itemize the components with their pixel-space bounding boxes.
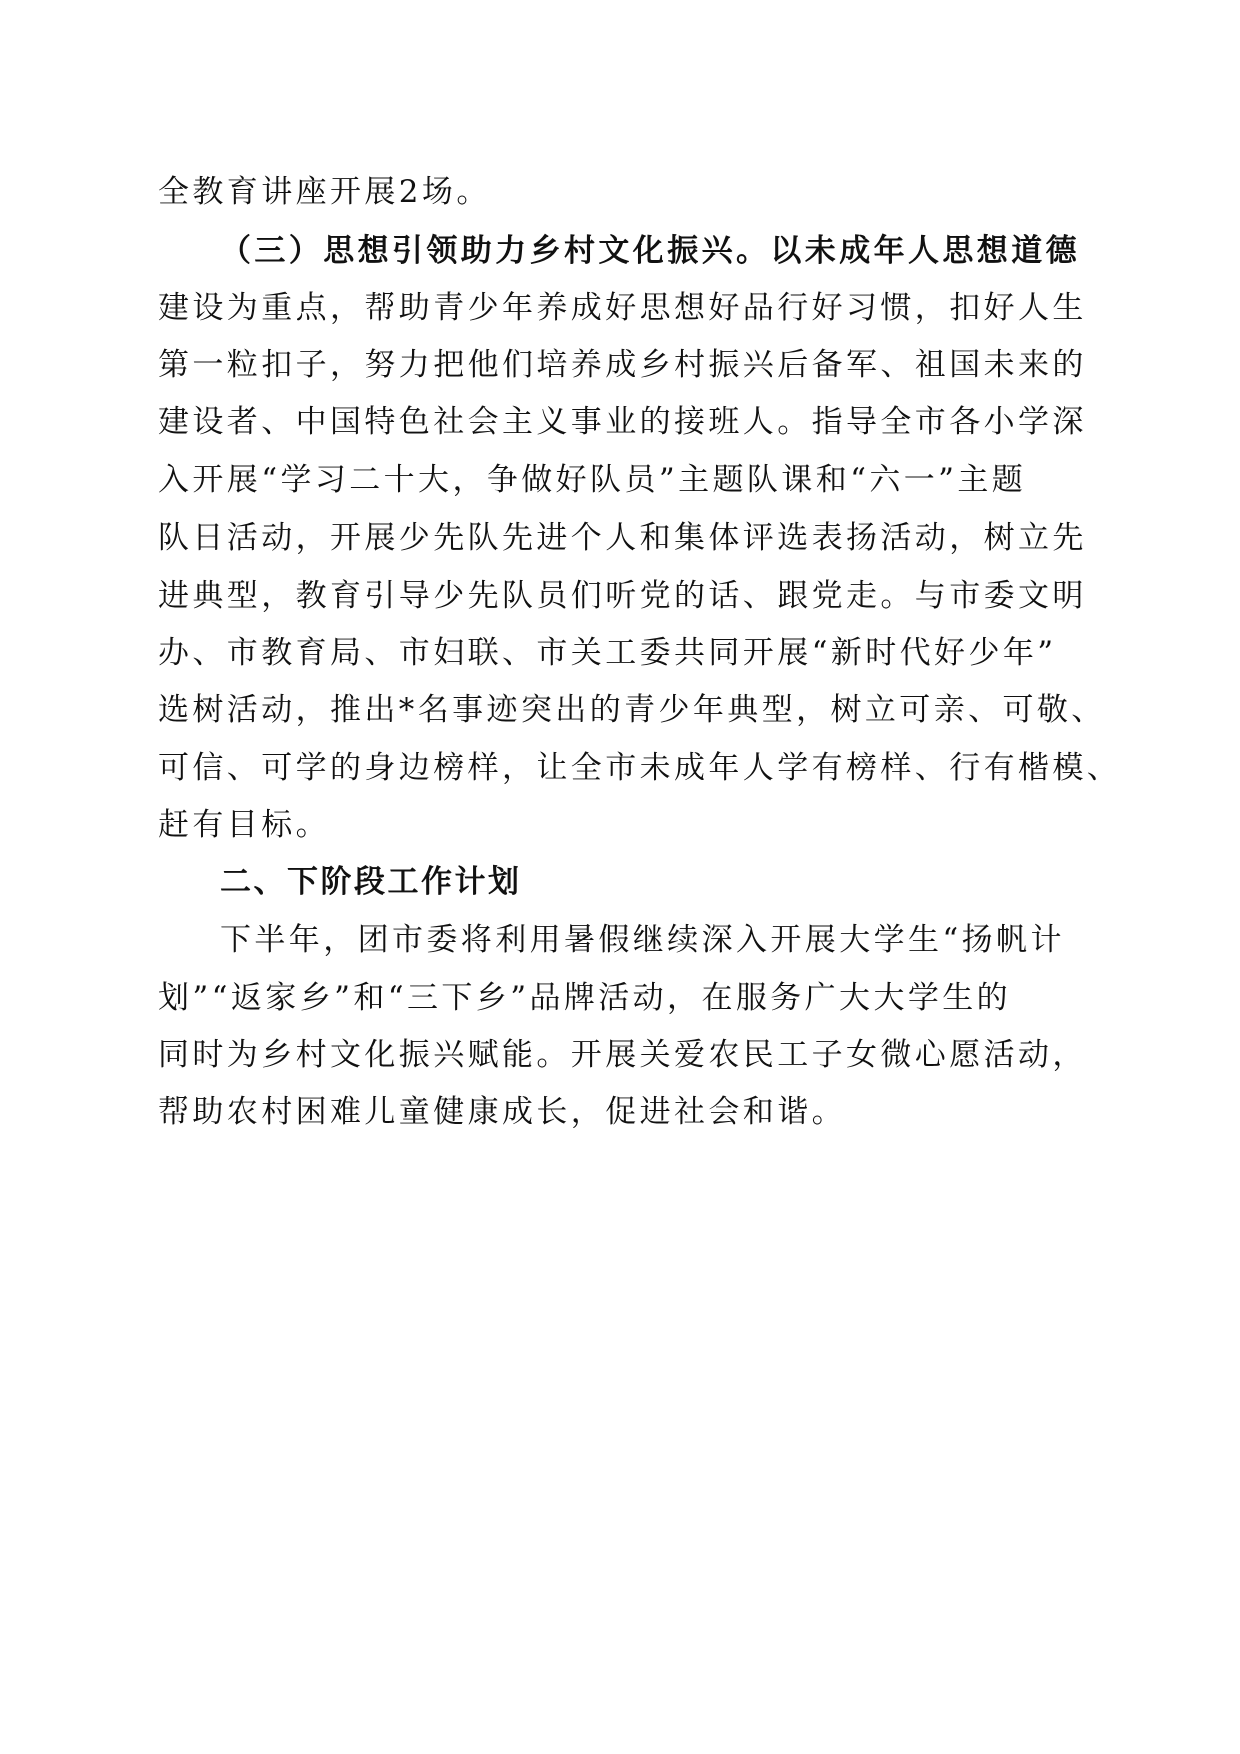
paragraph-line: 选树活动，推出*名事迹突出的青少年典型，树立可亲、可敬、 xyxy=(158,692,1106,728)
section-heading: 二、下阶段工作计划 xyxy=(220,864,522,900)
paragraph-line: 赶有目标。 xyxy=(158,807,330,843)
section-subheading-line: （三）思想引领助力乡村文化振兴。以未成年人思想道德 xyxy=(220,233,1080,269)
paragraph-line: 全教育讲座开展2场。 xyxy=(158,174,491,210)
paragraph-line: 队日活动，开展少先队先进个人和集体评选表扬活动，树立先 xyxy=(158,520,1087,556)
paragraph-line: 建设为重点，帮助青少年养成好思想好品行好习惯，扣好人生 xyxy=(158,290,1087,326)
paragraph-line: 同时为乡村文化振兴赋能。开展关爱农民工子女微心愿活动， xyxy=(158,1037,1087,1073)
paragraph-line: 帮助农村困难儿童健康成长，促进社会和谐。 xyxy=(158,1094,846,1130)
paragraph-line: 入开展“学习二十大，争做好队员”主题队课和“六一”主题 xyxy=(158,462,1027,498)
paragraph-line: 下半年，团市委将利用暑假继续深入开展大学生“扬帆计 xyxy=(220,922,1065,958)
paragraph-line: 进典型，教育引导少先队员们听党的话、跟党走。与市委文明 xyxy=(158,578,1087,614)
paragraph-line: 办、市教育局、市妇联、市关工委共同开展“新时代好少年” xyxy=(158,635,1057,671)
paragraph-line: 建设者、中国特色社会主义事业的接班人。指导全市各小学深 xyxy=(158,404,1087,440)
paragraph-line: 第一粒扣子，努力把他们培养成乡村振兴后备军、祖国未来的 xyxy=(158,347,1087,383)
paragraph-line: 可信、可学的身边榜样，让全市未成年人学有榜样、行有楷模、 xyxy=(158,750,1122,786)
paragraph-line: 划”“返家乡”和“三下乡”品牌活动，在服务广大大学生的 xyxy=(158,980,1012,1016)
